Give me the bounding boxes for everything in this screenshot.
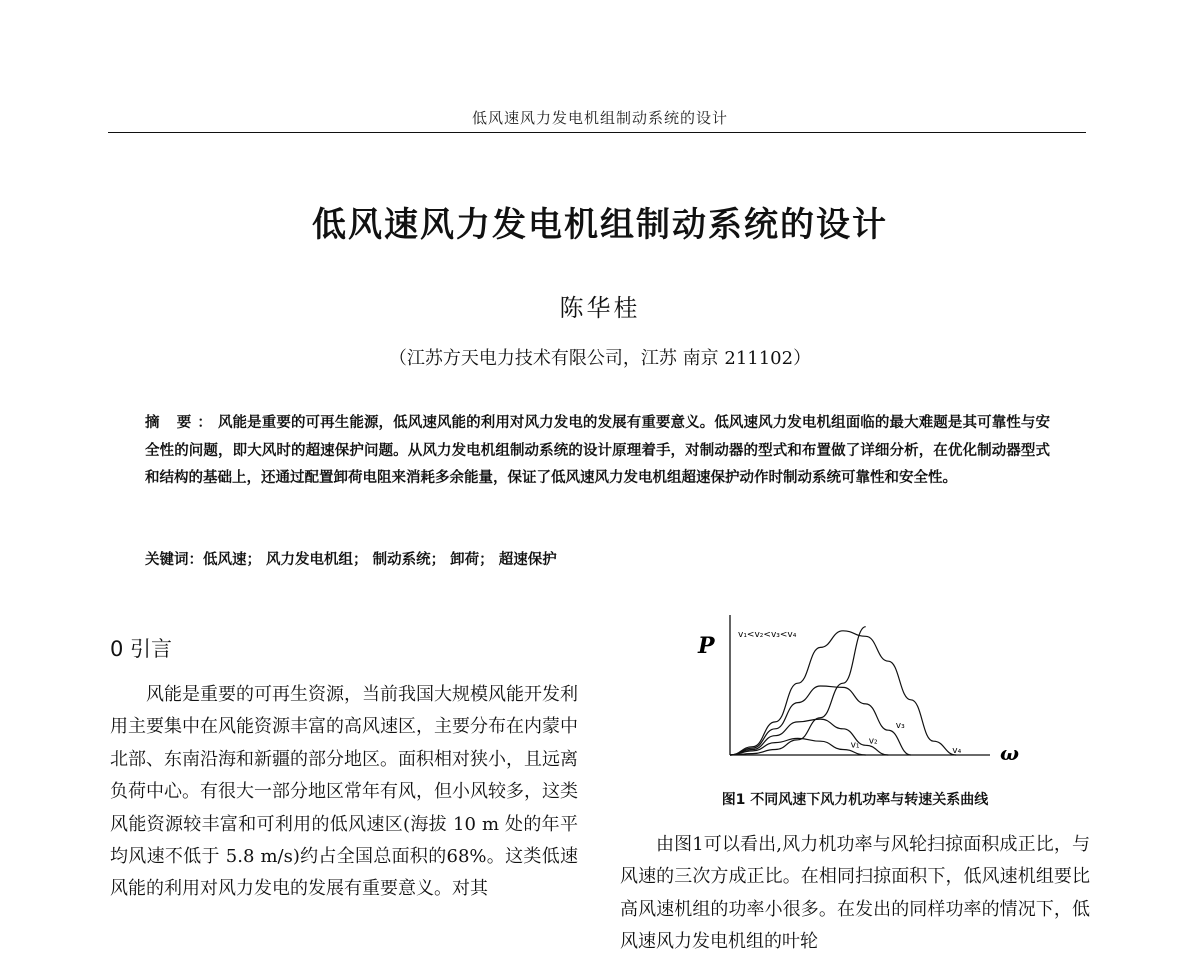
keywords-text: 低风速； 风力发电机组； 制动系统； 卸荷； 超速保护 [203,552,557,568]
curve-v2 [730,719,888,755]
abstract [145,410,1050,493]
curve-label-v3: v₃ [895,721,905,732]
keywords [145,548,1050,569]
section-heading: 0 引言 [110,637,173,661]
x-axis-label: ω [1000,741,1020,765]
chart-legend-text: v₁<v₂<v₃<v₄ [738,630,797,640]
paragraph-right: 由图1可以看出,风力机功率与风轮扫掠面积成正比，与风速的三次方成正比。在相同扫掠面积下，低风速机组要比高风速机组的功率小很多。在发出的同样功率的情况下，低风速风力发电机组的叶轮 [620,834,1090,953]
curve-label-v4: v₄ [952,746,962,756]
header-rule [108,132,1086,133]
paragraph-left: 风能是重要的可再生资源，当前我国大规模风能开发利用主要集中在风能资源丰富的高风速区，主要分布在内蒙中北部、东南沿海和新疆的部分地区。面积相对狭小，且远离负荷中心。有很大一部分地区常年有风，但小风较多，这类风能资源较丰富和可利用的低风速区(海拔 10 m 处的年平均风速不低于 5.8 m/s)约占全国总面积的68%。这类低速风能的利用对风力发电的发展有重要意义。对其 [110,684,578,900]
curve-v4 [730,631,956,755]
figure-caption: 图1 不同风速下风力机功率与转速关系曲线 [721,792,989,808]
y-axis-label: P [698,633,715,659]
keywords-label: 关键词： [145,552,203,568]
curve-group [730,627,956,755]
figure-1 [690,605,1030,775]
author-affiliation: （江苏方天电力技术有限公司，江苏 南京 211102） [388,348,812,369]
curve-optimal [730,627,866,755]
running-header: 低风速风力发电机组制动系统的设计 [471,109,728,127]
curve-label-v1: v₁ [850,740,860,751]
abstract-label: 摘 要： [145,415,218,431]
power-speed-chart [690,605,1030,775]
curve-label-group [851,721,962,756]
paper-title: 低风速风力发电机组制动系统的设计 [312,205,888,245]
curve-label-v2: v₂ [868,736,878,747]
paper-author: 陈华桂 [559,294,641,322]
abstract-text: 风能是重要的可再生能源，低风速风能的利用对风力发电的发展有重要意义。低风速风力发电机组面临的最大难题是其可靠性与安全性的问题，即大风时的超速保护问题。从风力发电机组制动系统的设计原理着手，对制动器的型式和布置做了详细分析，在优化制动器型式和结构的基础上，还通过配置卸荷电阻来消耗多余能量，保证了低风速风力发电机组超速保护动作时制动系统可靠性和安全性。 [145,415,1050,487]
